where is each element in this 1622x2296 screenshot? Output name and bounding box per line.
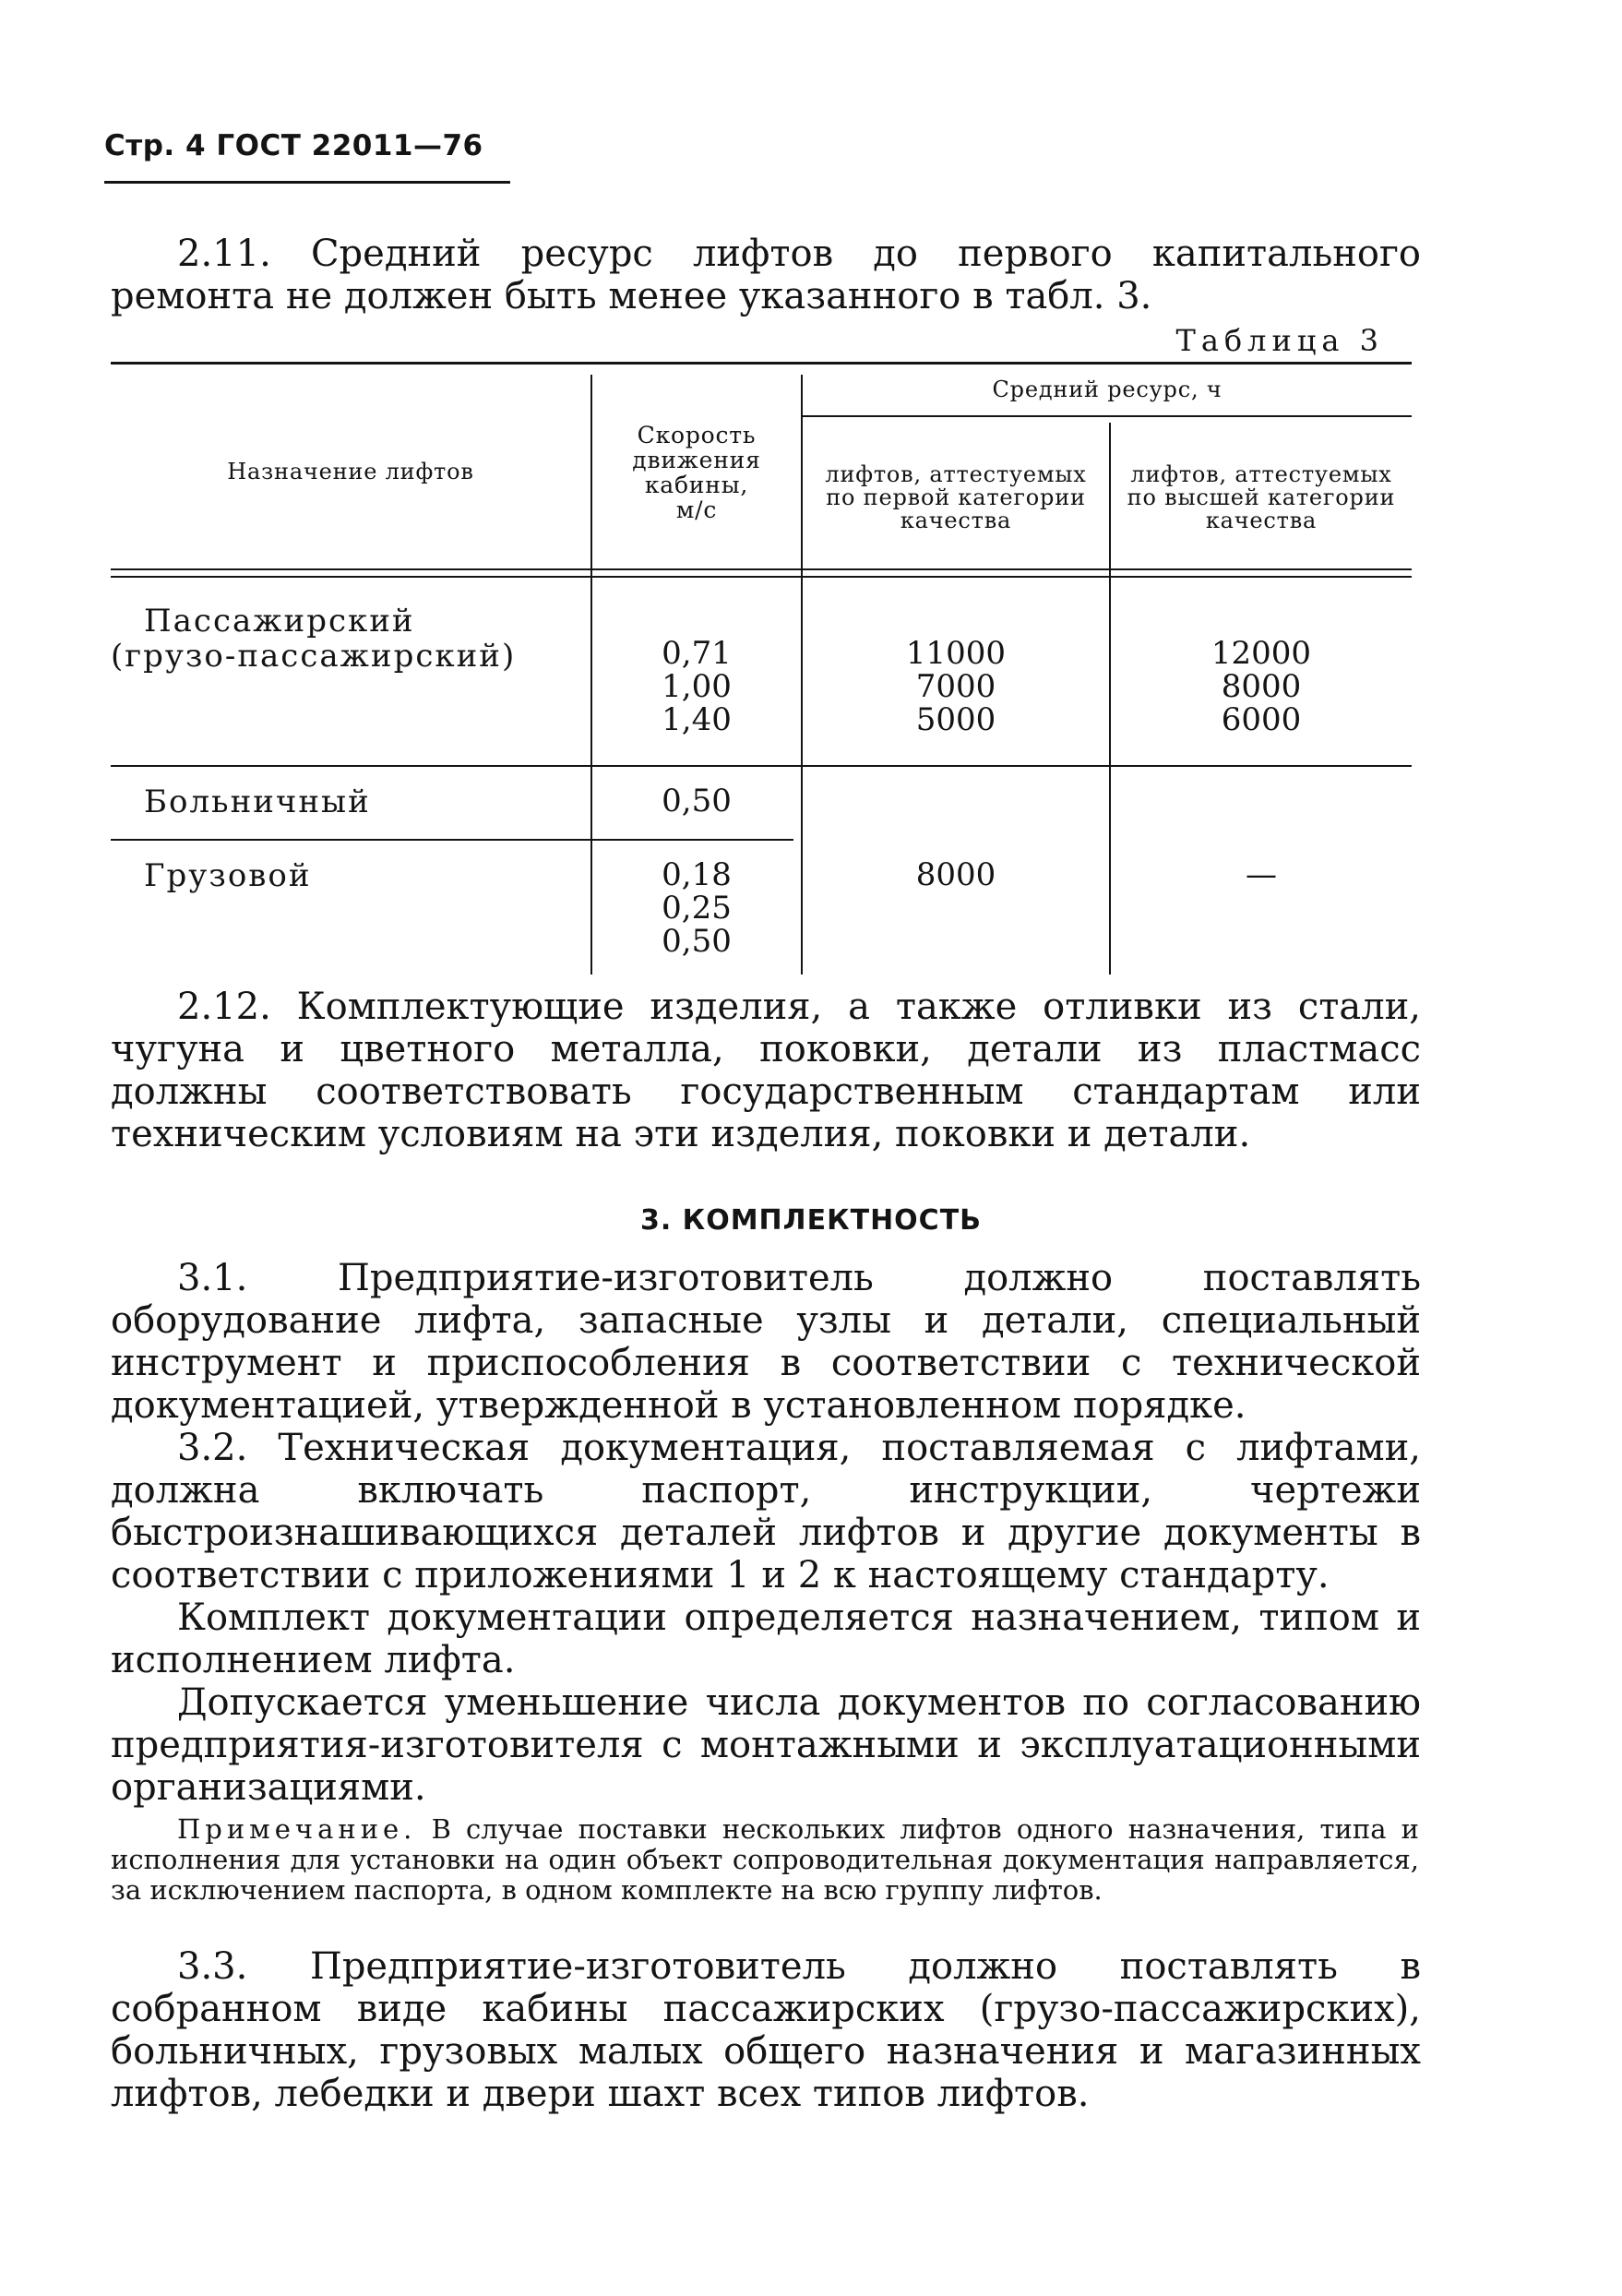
resource-table [111,362,1412,978]
th-speed: Скорость движения кабины, м/с [632,422,761,523]
row-passenger-first: 11000 7000 5000 [905,635,1007,738]
table-header-rule-2 [111,576,1412,578]
th-highest-category: лифтов, аттестуемых по высшей категории качества [1127,461,1396,533]
table-top-rule [111,362,1412,365]
paragraph-2-11: 2.11. Средний ресурс лифтов до первого капитального ремонта не должен быть менее указанного в табл. 3. [111,233,1421,317]
paragraph-kit: Комплект документации определяется назначением, типом и исполнением лифта. [111,1596,1421,1681]
table-subheader-rule [801,415,1412,417]
row-freight-first: 8000 [915,856,996,893]
table-row-rule-2 [111,839,793,841]
note-text: В случае поставки нескольких лифтов одного назначения, типа и исполнения для установки на один объект сопроводительная документация направляется, за исключением паспорта, в одном комплекте на всю группу лифтов. [111,1813,1419,1906]
row-passenger-highest: 12000 8000 6000 [1211,635,1312,738]
table-caption: Таблица 3 [1175,323,1384,358]
th-first-category: лифтов, аттестуемых по первой категории качества [825,461,1087,533]
note-label: Примечание. [177,1813,417,1845]
row-passenger-purpose: Пассажирский (грузо-пассажирский) [111,603,517,675]
note-paragraph [111,1814,1419,1906]
paragraph-3-3: 3.3. Предприятие-изготовитель должно поставлять в собранном виде кабины пассажирских (грузо-пассажирских), больничных, грузовых малых общего назначения и магазинных лифтов, лебедки и двери шахт всех типов лифтов. [111,1945,1421,2115]
paragraph-allowed: Допускается уменьшение числа документов по согласованию предприятия-изготовителя с монтажными и эксплуатационными организациями. [111,1681,1421,1809]
row-hospital-purpose: Больничный [144,783,371,820]
paragraph-3-2: 3.2. Техническая документация, поставляемая с лифтами, должна включать паспорт, инструкции, чертежи быстроизнашивающихся деталей лифтов и другие документы в соответствии с приложениями 1 и 2 к настоящему стандарту. [111,1427,1421,1596]
row-freight-purpose: Грузовой [144,857,312,894]
paragraph-2-12: 2.12. Комплектующие изделия, а также отливки из стали, чугуна и цветного металла, поковки, детали из пластмасс должны соответствовать государственным стандартам или техническим условиям на эти изделия, поковки и детали. [111,986,1421,1155]
row-hospital-speed: 0,50 [662,783,732,819]
page-header: Стр. 4 ГОСТ 22011—76 [104,129,483,162]
header-rule [104,181,510,184]
paragraph-3-1: 3.1. Предприятие-изготовитель должно поставлять оборудование лифта, запасные узлы и детали, специальный инструмент и приспособления в соответствии с технической документацией, утвержденной в установленном порядке. [111,1257,1421,1427]
table-row-rule-1 [111,765,1412,767]
row-freight-highest: — [1246,856,1277,893]
th-purpose: Назначение лифтов [227,459,474,484]
table-header-rule-1 [111,568,1412,570]
row-freight-speeds: 0,18 0,25 0,50 [662,856,732,960]
th-resource-group: Средний ресурс, ч [992,377,1222,402]
row-passenger-speeds: 0,71 1,00 1,40 [662,635,732,738]
section-3-title: 3. КОМПЛЕКТНОСТЬ [639,1204,983,1237]
